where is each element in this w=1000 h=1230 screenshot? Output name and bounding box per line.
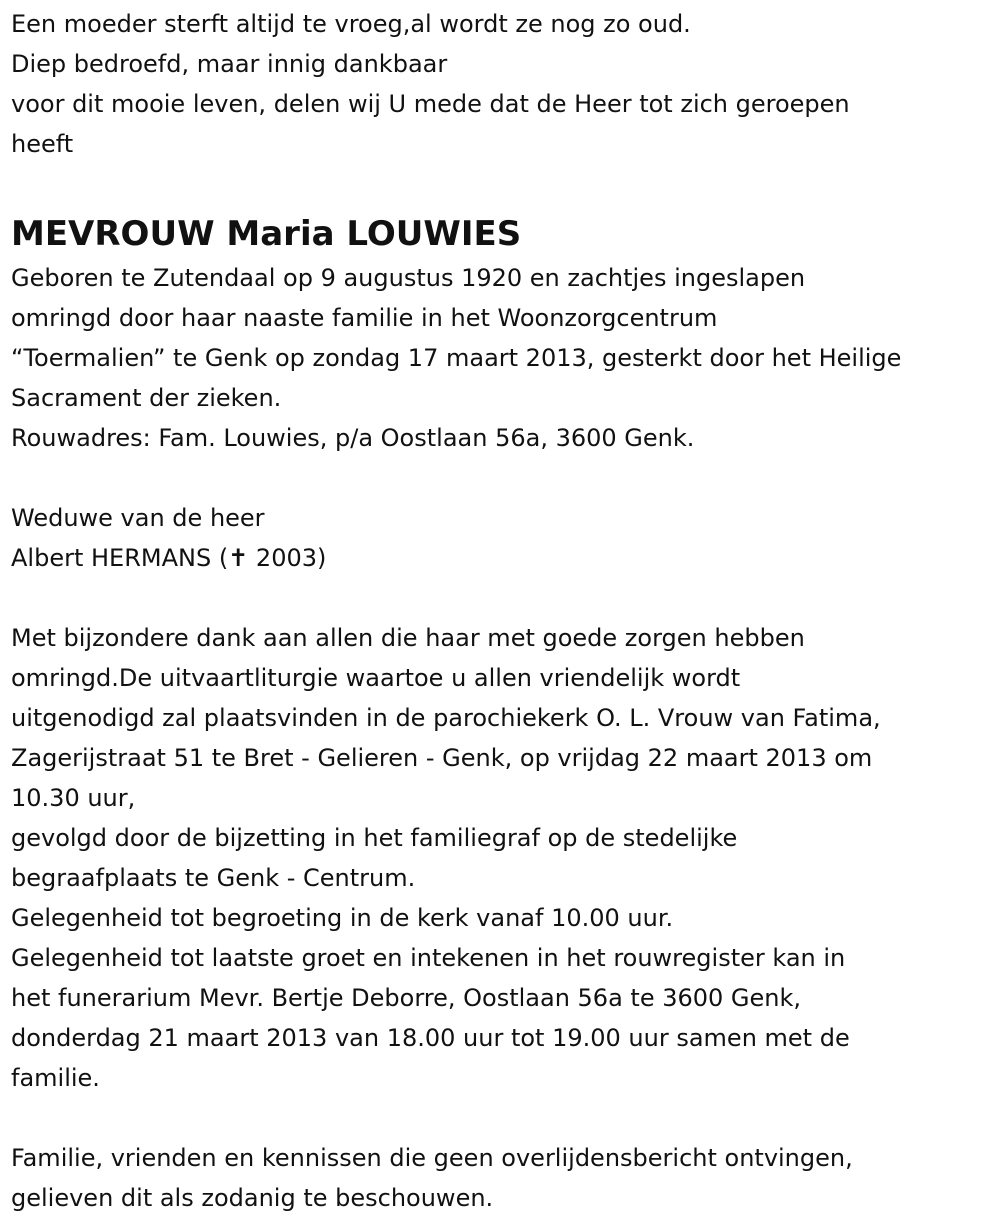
ceremony-line: familie. (11, 1064, 100, 1092)
birth-line: Sacrament der zieken. (11, 384, 282, 412)
spacer (11, 164, 996, 204)
ceremony-line: Zagerijstraat 51 te Bret - Gelieren - Genk, op vrijdag 22 maart 2013 om (11, 744, 873, 772)
intro-line: voor dit mooie leven, delen wij U mede dat de Heer tot zich geroepen (11, 90, 850, 118)
ceremony-line: gevolgd door de bijzetting in het familiegraf op de stedelijke (11, 824, 738, 852)
spouse-line: Weduwe van de heer (11, 504, 265, 532)
ceremony-line: begraafplaats te Genk - Centrum. (11, 864, 416, 892)
ceremony-line: het funerarium Mevr. Bertje Deborre, Oostlaan 56a te 3600 Genk, (11, 984, 802, 1012)
ceremony-line: donderdag 21 maart 2013 van 18.00 uur tot 19.00 uur samen met de (11, 1024, 850, 1052)
intro-line: Een moeder sterft altijd te vroeg,al wordt ze nog zo oud. (11, 10, 691, 38)
spacer (11, 578, 996, 618)
ceremony-line: omringd.De uitvaartliturgie waartoe u allen vriendelijk wordt (11, 664, 741, 692)
ceremony-line: Gelegenheid tot begroeting in de kerk vanaf 10.00 uur. (11, 904, 674, 932)
intro-line: Diep bedroefd, maar innig dankbaar (11, 50, 448, 78)
birth-and-passing-text (11, 258, 996, 458)
birth-line: omringd door haar naaste familie in het Woonzorgcentrum (11, 304, 718, 332)
closing-text (11, 1138, 996, 1218)
ceremony-line: Gelegenheid tot laatste groet en intekenen in het rouwregister kan in (11, 944, 846, 972)
deceased-name-heading: MEVROUW Maria LOUWIES (11, 214, 522, 254)
ceremony-text (11, 618, 996, 1098)
birth-line: Geboren te Zutendaal op 9 augustus 1920 en zachtjes ingeslapen (11, 264, 806, 292)
closing-line: gelieven dit als zodanig te beschouwen. (11, 1184, 494, 1212)
spouse-name: Albert HERMANS (✝ 2003) (11, 544, 327, 572)
spacer (11, 458, 996, 498)
ceremony-line: Met bijzondere dank aan allen die haar met goede zorgen hebben (11, 624, 805, 652)
intro-line: heeft (11, 130, 74, 158)
obituary-notice (11, 4, 996, 1218)
mourning-address: Rouwadres: Fam. Louwies, p/a Oostlaan 56a, 3600 Genk. (11, 424, 695, 452)
spouse-text (11, 498, 996, 578)
ceremony-line: 10.30 uur, (11, 784, 136, 812)
closing-line: Familie, vrienden en kennissen die geen overlijdensbericht ontvingen, (11, 1144, 853, 1172)
ceremony-line: uitgenodigd zal plaatsvinden in de parochiekerk O. L. Vrouw van Fatima, (11, 704, 881, 732)
birth-line: “Toermalien” te Genk op zondag 17 maart 2013, gesterkt door het Heilige (11, 344, 902, 372)
spacer (11, 1098, 996, 1138)
intro-text (11, 4, 996, 164)
